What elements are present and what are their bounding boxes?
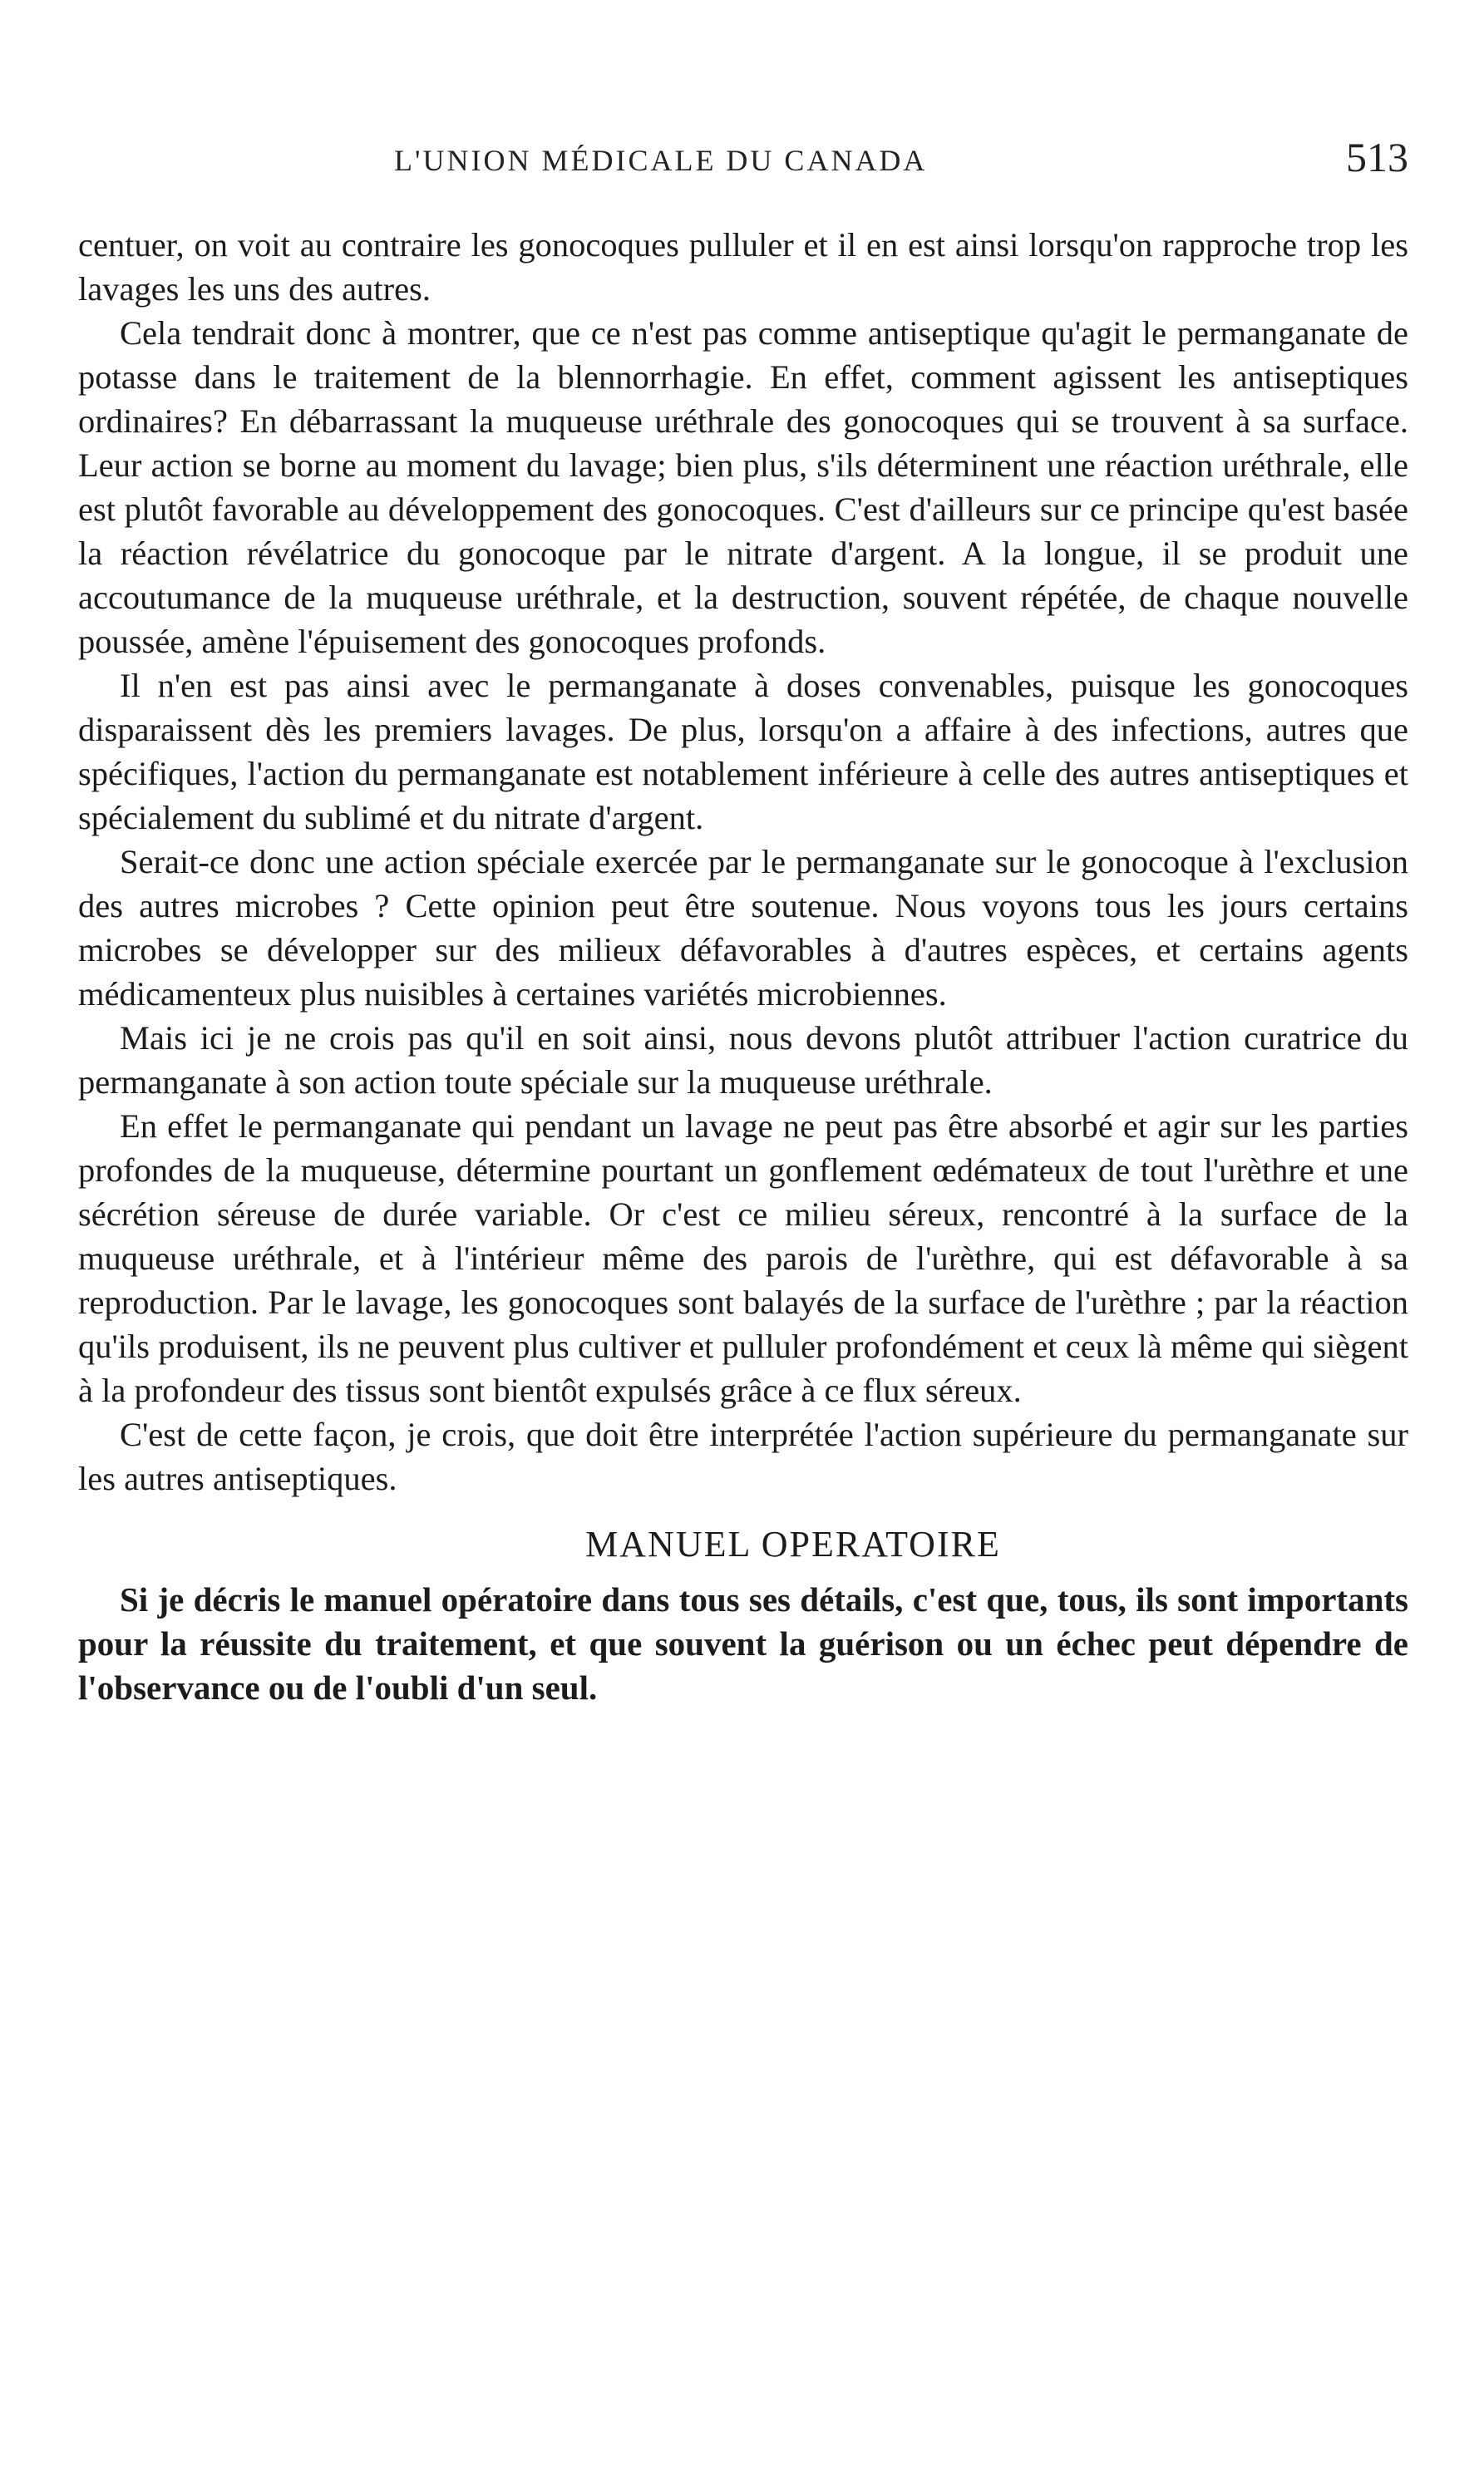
final-paragraph: Si je décris le manuel opératoire dans tous ses détails, c'est que, tous, ils sont importants pour la réussite du traitement, et que souvent la guérison ou un échec peut dépendre de l'observance ou de l'oubli d'un seul. bbox=[78, 1580, 1408, 1707]
document-page bbox=[78, 0, 1408, 2474]
paragraph-continuation: centuer, on voit au contraire les gonocoques pulluler et il en est ainsi lorsqu'on rapproche trop les lavages les uns des autres. bbox=[78, 226, 1408, 308]
paragraph: Cela tendrait donc à montrer, que ce n'est pas comme antiseptique qu'agit le permanganate de potasse dans le traitement de la blennorrhagie. En effet, comment agissent les antiseptiques ordinaires? En débarrassant la muqueuse uréthrale des gonocoques qui se trouvent à sa surface. Leur action se borne au moment du lavage; bien plus, s'ils déterminent une réaction uréthrale, elle est plutôt favorable au développement des gonocoques. C'est d'ailleurs sur ce principe qu'est basée la réaction révélatrice du gonocoque par le nitrate d'argent. A la longue, il se produit une accoutumance de la muqueuse uréthrale, et la destruction, souvent répétée, de chaque nouvelle poussée, amène l'épuisement des gonocoques profonds. bbox=[78, 314, 1408, 660]
page-number: 513 bbox=[1346, 134, 1408, 180]
running-head bbox=[78, 133, 1408, 183]
paragraph: Mais ici je ne crois pas qu'il en soit ainsi, nous devons plutôt attribuer l'action curatrice du permanganate à son action toute spéciale sur la muqueuse uréthrale. bbox=[78, 1019, 1408, 1101]
section-heading: MANUEL OPERATOIRE bbox=[585, 1524, 1001, 1565]
paragraph: En effet le permanganate qui pendant un lavage ne peut pas être absorbé et agir sur les parties profondes de la muqueuse, détermine pourtant un gonflement œdémateux de tout l'urèthre et une sécrétion séreuse de durée variable. Or c'est ce milieu séreux, rencontré à la surface de la muqueuse uréthrale, et à l'intérieur même des parois de l'urèthre, qui est défavorable à sa reproduction. Par le lavage, les gonocoques sont balayés de la surface de l'urèthre ; par la réaction qu'ils produisent, ils ne peuvent plus cultiver et pulluler profondément et ceux là même qui siègent à la profondeur des tissus sont bientôt expulsés grâce à ce flux séreux. bbox=[78, 1107, 1408, 1409]
running-title: L'UNION MÉDICALE DU CANADA bbox=[394, 144, 928, 177]
paragraph: Serait-ce donc une action spéciale exercée par le permanganate sur le gonocoque à l'exclusion des autres microbes ? Cette opinion peut être soutenue. Nous voyons tous les jours certains microbes se développer sur des milieux défavorables à d'autres espèces, et certains agents médicamenteux plus nuisibles à certaines variétés microbiennes. bbox=[78, 843, 1408, 1013]
paragraph: Il n'en est pas ainsi avec le permanganate à doses convenables, puisque les gonocoques disparaissent dès les premiers lavages. De plus, lorsqu'on a affaire à des infections, autres que spécifiques, l'action du permanganate est notablement inférieure à celle des autres antiseptiques et spécialement du sublimé et du nitrate d'argent. bbox=[78, 667, 1408, 836]
body-text bbox=[78, 223, 1408, 1710]
paragraph: C'est de cette façon, je crois, que doit être interprétée l'action supérieure du permanganate sur les autres antiseptiques. bbox=[78, 1416, 1408, 1497]
